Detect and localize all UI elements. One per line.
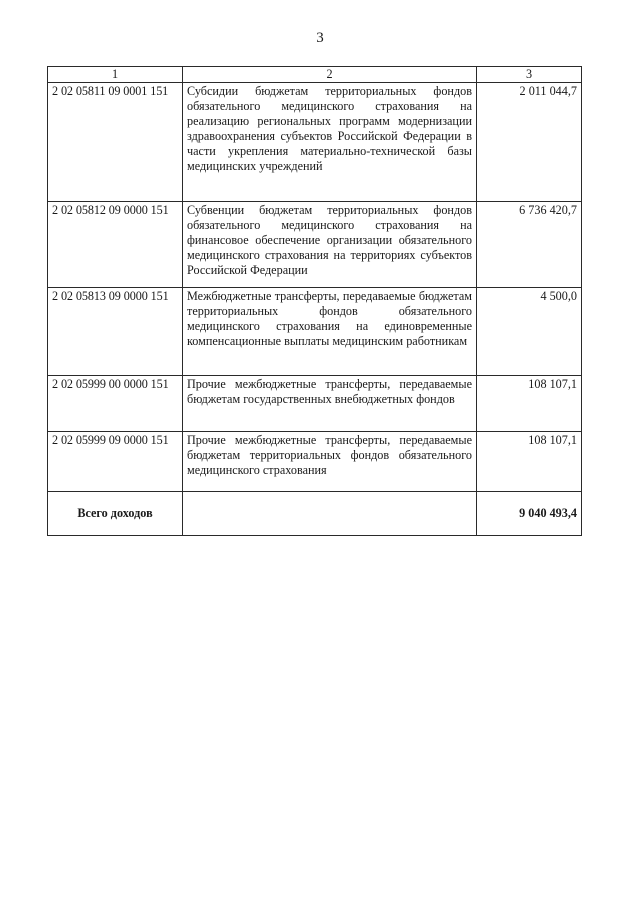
- revenue-description: Межбюджетные трансферты, передаваемые бюджетам территориальных фондов обязательного медицинского страхования на единовременные компенсационные выплаты медицинским работникам: [183, 288, 477, 376]
- revenue-amount: 2 011 044,7: [477, 83, 582, 202]
- revenue-description: Прочие межбюджетные трансферты, передаваемые бюджетам территориальных фондов обязательного медицинского страхования: [183, 432, 477, 492]
- total-label: Всего доходов: [48, 492, 183, 536]
- table-row: [48, 432, 582, 492]
- revenue-description: Прочие межбюджетные трансферты, передаваемые бюджетам государственных внебюджетных фондов: [183, 376, 477, 432]
- column-header-1: 1: [48, 67, 183, 83]
- revenue-description: Субсидии бюджетам территориальных фондов обязательного медицинского страхования на реализацию региональных программ модернизации здравоохранения субъектов Российской Федерации в части укрепления материально-технической базы медицинских учреждений: [183, 83, 477, 202]
- revenue-amount: 6 736 420,7: [477, 202, 582, 288]
- table-header-row: [48, 67, 582, 83]
- column-header-3: 3: [477, 67, 582, 83]
- column-header-2: 2: [183, 67, 477, 83]
- budget-code: 2 02 05999 09 0000 151: [48, 432, 183, 492]
- budget-code: 2 02 05811 09 0001 151: [48, 83, 183, 202]
- page-number: 3: [316, 30, 324, 46]
- budget-code: 2 02 05813 09 0000 151: [48, 288, 183, 376]
- table-row: [48, 83, 582, 202]
- total-amount: 9 040 493,4: [477, 492, 582, 536]
- revenue-table: [47, 66, 582, 536]
- revenue-amount: 4 500,0: [477, 288, 582, 376]
- budget-code: 2 02 05812 09 0000 151: [48, 202, 183, 288]
- budget-code: 2 02 05999 00 0000 151: [48, 376, 183, 432]
- total-row: [48, 492, 582, 536]
- revenue-description: Субвенции бюджетам территориальных фондов обязательного медицинского страхования на финансовое обеспечение организации обязательного медицинского страхования на территориях субъектов Российской Федерации: [183, 202, 477, 288]
- revenue-amount: 108 107,1: [477, 376, 582, 432]
- table-row: [48, 376, 582, 432]
- revenue-amount: 108 107,1: [477, 432, 582, 492]
- table-row: [48, 202, 582, 288]
- total-empty-cell: [183, 492, 477, 536]
- table-row: [48, 288, 582, 376]
